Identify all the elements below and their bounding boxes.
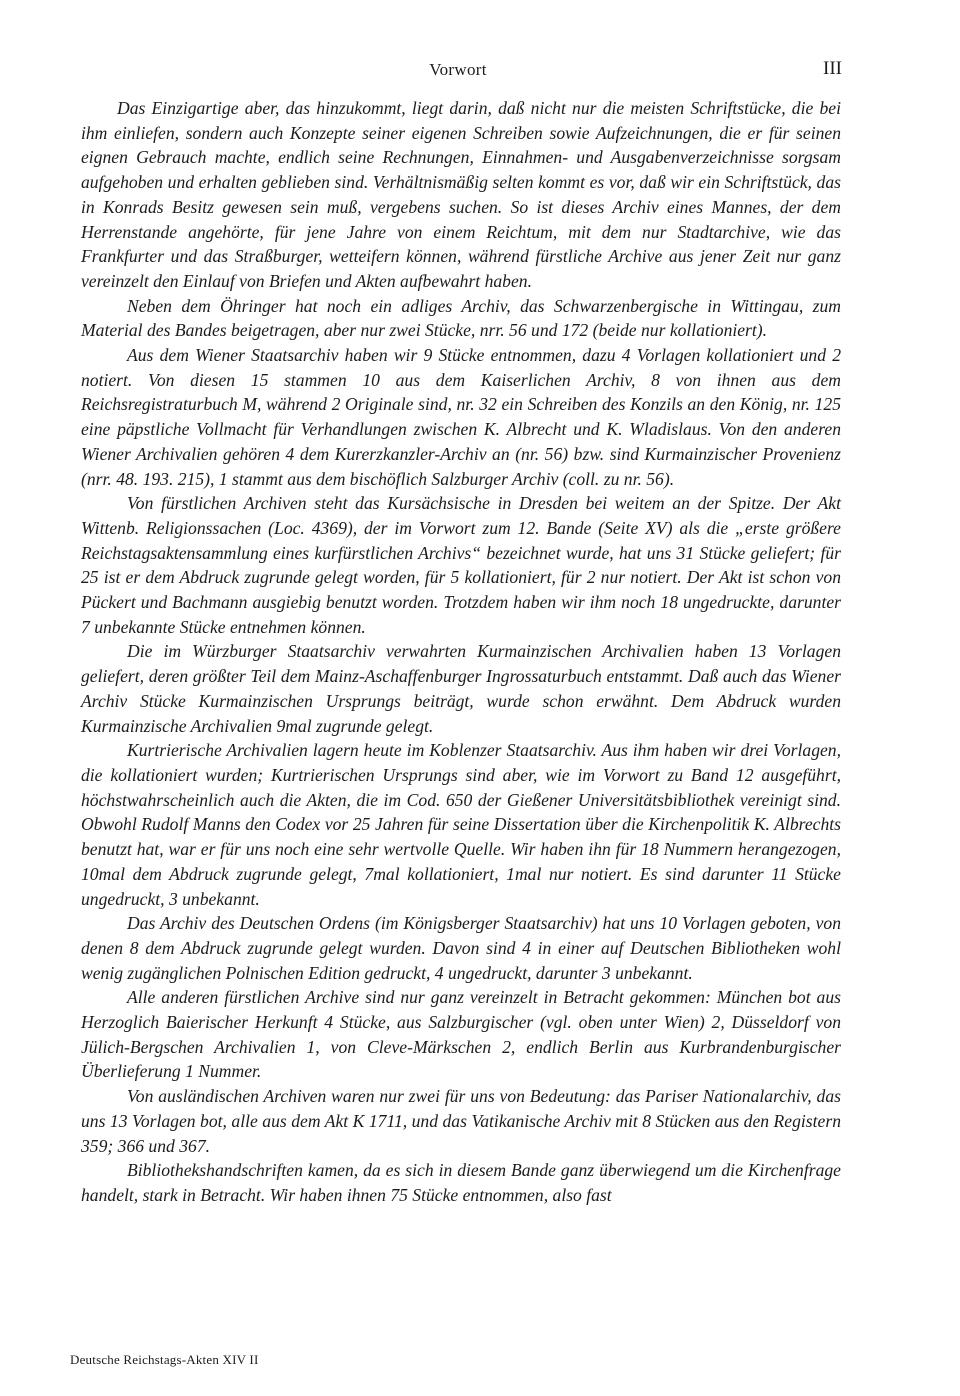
paragraph-bibliothekshandschriften: Bibliothekshandschriften kamen, da es sich in diesem Bande ganz überwiegend um die Kirchenfrage handelt, stark in Betracht. Wir haben ihnen 75 Stücke entnommen, also fast — [81, 1160, 841, 1205]
running-title: Vorwort — [429, 60, 487, 79]
paragraph-kurtrierische: Kurtrierische Archivalien lagern heute im Koblenzer Staatsarchiv. Aus ihm haben wir drei Vorlagen, die kollationiert wurden; Kurtrierischen Ursprungs sind aber, wie im Vorwort zu Band 12 ausgeführt, höchstwahrscheinlich auch die Akten, die im Cod. 650 der Gießener Universitätsbibliothek vereinigt sind. Obwohl Rudolf Manns den Codex vor 25 Jahren für seine Dissertation über die Kirchenpolitik K. Albrechts benutzt hat, war er für uns noch eine sehr wertvolle Quelle. Wir haben ihn für 18 Nummern herangezogen, 10mal dem Abdruck zugrunde gelegt, 7mal kollationiert, 1mal nur notiert. Es sind darunter 11 Stücke ungedruckt, 3 unbekannt. — [81, 740, 841, 909]
paragraph-oehringer: Neben dem Öhringer hat noch ein adliges Archiv, das Schwarzenbergische in Wittingau, zum Material des Bandes beigetragen, aber nur zwei Stücke, nrr. 56 und 172 (beide nur kollationiert). — [81, 295, 841, 341]
page-number: III — [823, 58, 842, 79]
body-text — [81, 96, 841, 1208]
paragraph-fuerstliche-archive: Von fürstlichen Archiven steht das Kursächsische in Dresden bei weitem an der Spitze. Der Akt Wittenb. Religionssachen (Loc. 4369), der im Vorwort zum 12. Bande (Seite XV) als die „erste größere Reichstagsaktensammlung eines kurfürstlichen Archivs“ bezeichnet wurde, hat uns 31 Stücke geliefert; für 25 ist er dem Abdruck zugrunde gelegt worden, für 5 kollationiert, für 2 nur notiert. Der Akt ist schon von Pückert und Bachmann ausgiebig benutzt worden. Trotzdem haben wir ihm noch 18 ungedruckte, darunter 7 unbekannte Stücke entnehmen können. — [81, 493, 841, 637]
paragraph-wuerzburger: Die im Würzburger Staatsarchiv verwahrten Kurmainzischen Archivalien haben 13 Vorlagen geliefert, deren größter Teil dem Mainz-Aschaffenburger Ingrossaturbuch entstammt. Daß auch das Wiener Archiv Stücke Kurmainzischen Ursprungs beiträgt, wurde schon erwähnt. Dem Abdruck wurden Kurmainzische Archivalien 9mal zugrunde gelegt. — [81, 641, 841, 736]
paragraph-einzigartige: Das Einzigartige aber, das hinzukommt, liegt darin, daß nicht nur die meisten Schriftstücke, die bei ihm einliefen, sondern auch Konzepte seiner eigenen Schreiben sowie Aufzeichnungen, die er für seinen eignen Gebrauch machte, endlich seine Rechnungen, Einnahmen- und Ausgabenverzeichnisse sorgsam aufgehoben und erhalten geblieben sind. Verhältnismäßig selten kommt es vor, daß wir ein Schriftstück, das in Konrads Besitz gewesen sein muß, vergebens suchen. So ist dieses Archiv eines Mannes, der dem Herrenstande angehörte, für jene Jahre von einem Reichtum, mit dem nur Stadtarchive, wie das Frankfurter und das Straßburger, wetteifern können, während fürstliche Archive aus jener Zeit nur ganz vereinzelt den Einlauf von Briefen und Akten aufbewahrt haben. — [81, 98, 841, 291]
paragraph-deutscher-orden: Das Archiv des Deutschen Ordens (im Königsberger Staatsarchiv) hat uns 10 Vorlagen geboten, von denen 8 dem Abdruck zugrunde gelegt wurden. Davon sind 4 in einer auf Deutschen Bibliotheken wohl wenig zugänglichen Polnischen Edition gedruckt, 4 ungedruckt, darunter 3 unbekannt. — [81, 913, 841, 983]
paragraph-andere-archive: Alle anderen fürstlichen Archive sind nur ganz vereinzelt in Betracht gekommen: München bot aus Herzoglich Baierischer Herkunft 4 Stücke, aus Salzburgischer (vgl. oben unter Wien) 2, Düsseldorf von Jülich-Bergschen Archivalien 1, von Cleve-Märkschen 2, endlich Berlin aus Kurbrandenburgischer Überlieferung 1 Nummer. — [81, 987, 841, 1082]
paragraph-auslaendische-archive: Von ausländischen Archiven waren nur zwei für uns von Bedeutung: das Pariser Nationalarchiv, das uns 13 Vorlagen bot, alle aus dem Akt K 1711, und das Vatikanische Archiv mit 8 Stücken aus den Registern 359; 366 und 367. — [81, 1086, 841, 1156]
paragraph-wiener-staatsarchiv: Aus dem Wiener Staatsarchiv haben wir 9 Stücke entnommen, dazu 4 Vorlagen kollationiert und 2 notiert. Von diesen 15 stammen 10 aus dem Kaiserlichen Archiv, 8 von ihnen aus dem Reichsregistraturbuch M, während 2 Originale sind, nr. 32 ein Schreiben des Konzils an den König, nr. 125 eine päpstliche Vollmacht für Verhandlungen zwischen K. Albrecht und K. Wladislaus. Von den anderen Wiener Archivalien gehören 4 dem Kurerzkanzler-Archiv an (nr. 56) bzw. sind Kurmainzischer Provenienz (nrr. 48. 193. 215), 1 stammt aus dem bischöflich Salzburger Archiv (coll. zu nr. 56). — [81, 345, 841, 489]
footer-signature: Deutsche Reichstags-Akten XIV II — [70, 1352, 259, 1367]
